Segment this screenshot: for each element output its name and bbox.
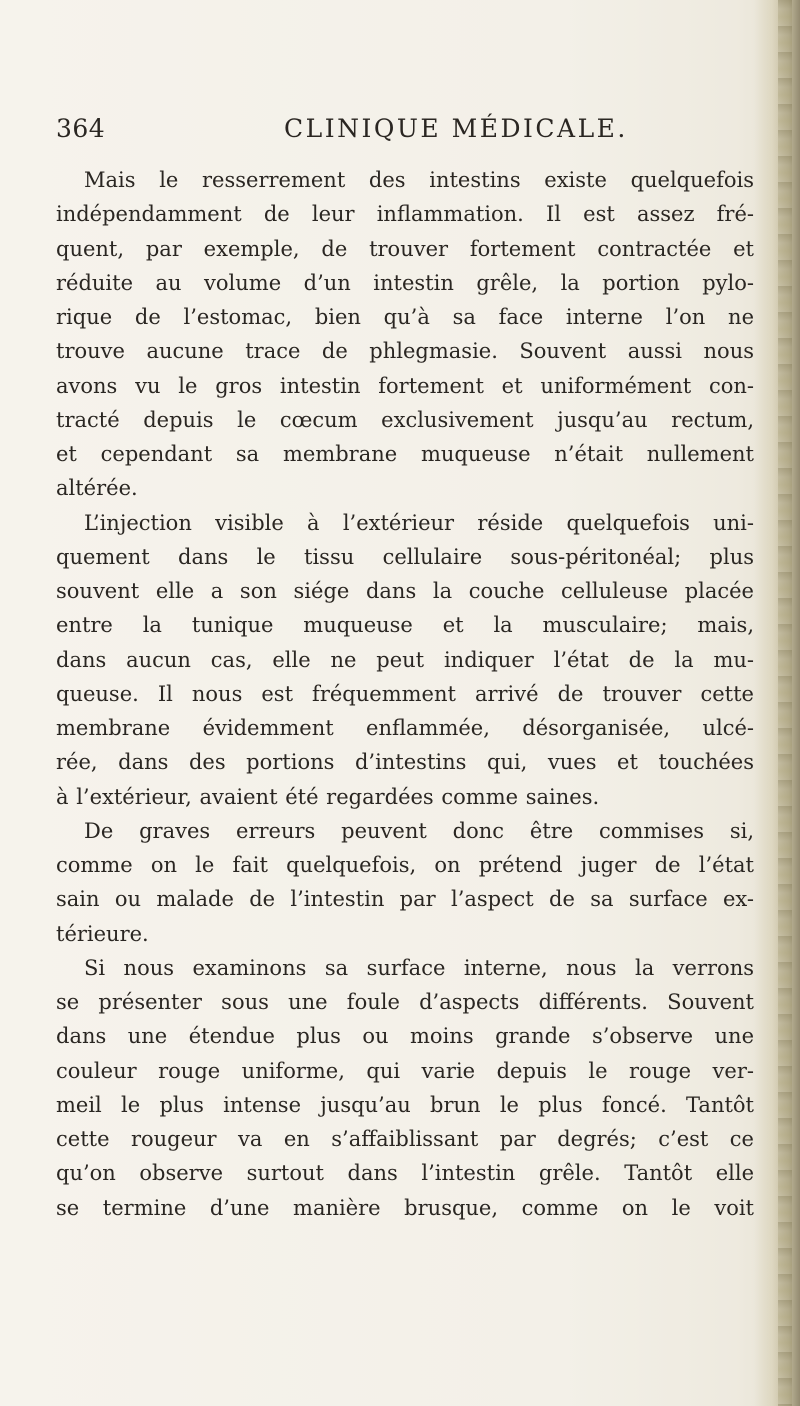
text-line: De graves erreurs peuvent donc être commises si, xyxy=(84,818,754,843)
text-line: Mais le resserrement des intestins existe quelquefois xyxy=(84,168,754,192)
text-line: altérée. xyxy=(56,476,138,501)
page-number: 364 xyxy=(56,114,106,143)
page-edge-shadow xyxy=(754,0,800,1406)
text-line: dans aucun cas, elle ne peut indiquer l’état de la mu- xyxy=(56,647,754,672)
text-line: membrane évidemment enflammée, désorganisée, ulcé- xyxy=(56,716,754,740)
text-line: se termine d’une manière brusque, comme on le voit xyxy=(56,1195,754,1220)
text-line: sain ou malade de l’intestin par l’aspect de sa surface ex- xyxy=(56,887,754,912)
text-line: se présenter sous une foule d’aspects différents. Souvent xyxy=(56,990,754,1014)
text-line: quent, par exemple, de trouver fortement contractée et xyxy=(56,236,754,261)
text-line: indépendamment de leur inflammation. Il est assez fré- xyxy=(56,202,754,227)
text-line: et cependant sa membrane muqueuse n’était nullement xyxy=(56,442,754,466)
text-line: entre la tunique muqueuse et la musculaire; mais, xyxy=(56,613,754,638)
text-line: rique de l’estomac, bien qu’à sa face interne l’on ne xyxy=(56,305,754,329)
text-line: Si nous examinons sa surface interne, nous la verrons xyxy=(84,955,754,980)
text-line: souvent elle a son siége dans la couche celluleuse placée xyxy=(56,579,754,603)
text-line: à l’extérieur, avaient été regardées comme saines. xyxy=(56,784,600,809)
text-line: comme on le fait quelquefois, on prétend juger de l’état xyxy=(56,853,754,877)
text-line: cette rougeur va en s’affaiblissant par degrés; c’est ce xyxy=(56,1127,754,1151)
text-line: qu’on observe surtout dans l’intestin grêle. Tantôt elle xyxy=(56,1161,754,1186)
text-line: dans une étendue plus ou moins grande s’observe une xyxy=(56,1024,754,1049)
text-line: meil le plus intense jusqu’au brun le plus foncé. Tantôt xyxy=(56,1092,754,1117)
text-line: térieure. xyxy=(56,921,149,946)
text-line: trouve aucune trace de phlegmasie. Souvent aussi nous xyxy=(56,339,754,364)
body-text xyxy=(56,163,754,1225)
text-line: quement dans le tissu cellulaire sous-péritonéal; plus xyxy=(56,544,754,569)
text-line: rée, dans des portions d’intestins qui, vues et touchées xyxy=(56,750,754,775)
text-line: réduite au volume d’un intestin grêle, la portion pylo- xyxy=(56,270,754,295)
running-head: CLINIQUE MÉDICALE. xyxy=(284,114,628,143)
text-line: queuse. Il nous est fréquemment arrivé de trouver cette xyxy=(56,681,754,706)
text-line: tracté depuis le cœcum exclusivement jusqu’au rectum, xyxy=(56,407,754,432)
text-line: couleur rouge uniforme, qui varie depuis le rouge ver- xyxy=(56,1058,754,1083)
text-line: avons vu le gros intestin fortement et uniformément con- xyxy=(56,373,754,398)
page-header xyxy=(56,114,756,154)
text-line: L’injection visible à l’extérieur réside quelquefois uni- xyxy=(84,510,754,535)
